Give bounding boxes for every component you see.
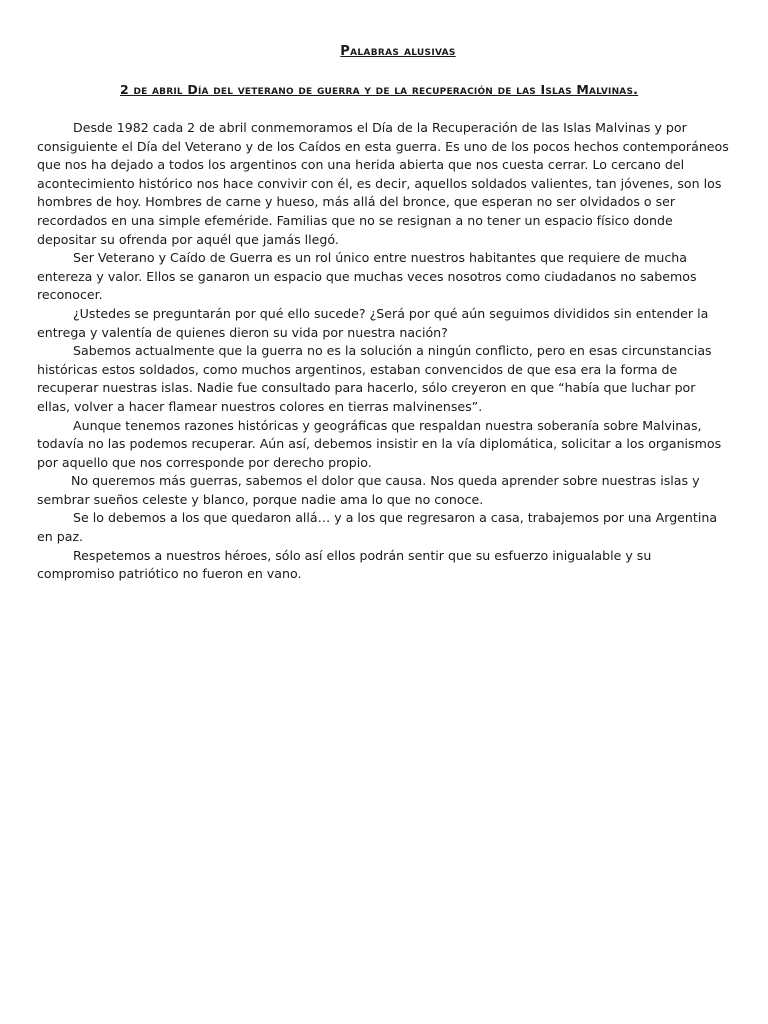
document-body: [37, 119, 731, 584]
paragraph-4: Sabemos actualmente que la guerra no es la solución a ningún conflicto, pero en esas circunstancias históricas estos soldados, como muchos argentinos, estaban convencidos de que esa era la forma de recuperar nuestras islas. Nadie fue consultado para hacerlo, sólo creyeron en que “había que luchar por ellas, volver a hacer flamear nuestros colores en tierras malvinenses”.: [37, 343, 712, 414]
paragraph-3: ¿Ustedes se preguntarán por qué ello sucede? ¿Será por qué aún seguimos divididos sin entender la entrega y valentía de quienes dieron su vida por nuestra nación?: [37, 305, 709, 340]
paragraph-8: Respetemos a nuestros héroes, sólo así ellos podrán sentir que su esfuerzo inigualable y su compromiso patriótico no fueron en vano.: [37, 547, 652, 582]
paragraph-6: No queremos más guerras, sabemos el dolor que causa. Nos queda aprender sobre nuestras islas y sembrar sueños celeste y blanco, porque nadie ama lo que no conoce.: [37, 473, 700, 507]
paragraph-7: Se lo debemos a los que quedaron allá… y a los que regresaron a casa, trabajemos por una Argentina en paz.: [37, 510, 718, 545]
paragraph-1: Desde 1982 cada 2 de abril conmemoramos el Día de la Recuperación de las Islas Malvinas y por consiguiente el Día del Veterano y de los Caídos en esta guerra. Es uno de los pocos hechos contemporáneos que nos ha dejado a todos los argentinos con una herida abierta que nos cuesta cerrar. Lo cercano del acontecimiento histórico nos hace convivir con él, es decir, aquellos soldados valientes, tan jóvenes, son los hombres de hoy. Hombres de carne y hueso, más allá del bronce, que esperan no ser olvidados o ser recordados en una simple efeméride. Familias que no se resignan a no tener un espacio físico donde depositar su ofrenda por aquél que jamás llegó.: [37, 120, 729, 247]
document-subtitle: 2 de abril Día del veterano de guerra y de la recuperación de las Islas Malvinas.: [120, 82, 639, 97]
document-title: Palabras alusivas: [340, 44, 456, 59]
paragraph-5: Aunque tenemos razones históricas y geográficas que respaldan nuestra soberanía sobre Malvinas, todavía no las podemos recuperar. Aún así, debemos insistir en la vía diplomática, solicitar a los organismos por aquello que nos corresponde por derecho propio.: [37, 417, 722, 470]
paragraph-2: Ser Veterano y Caído de Guerra es un rol único entre nuestros habitantes que requiere de mucha entereza y valor. Ellos se ganaron un espacio que muchas veces nosotros como ciudadanos no sabemos reconocer.: [37, 250, 697, 303]
